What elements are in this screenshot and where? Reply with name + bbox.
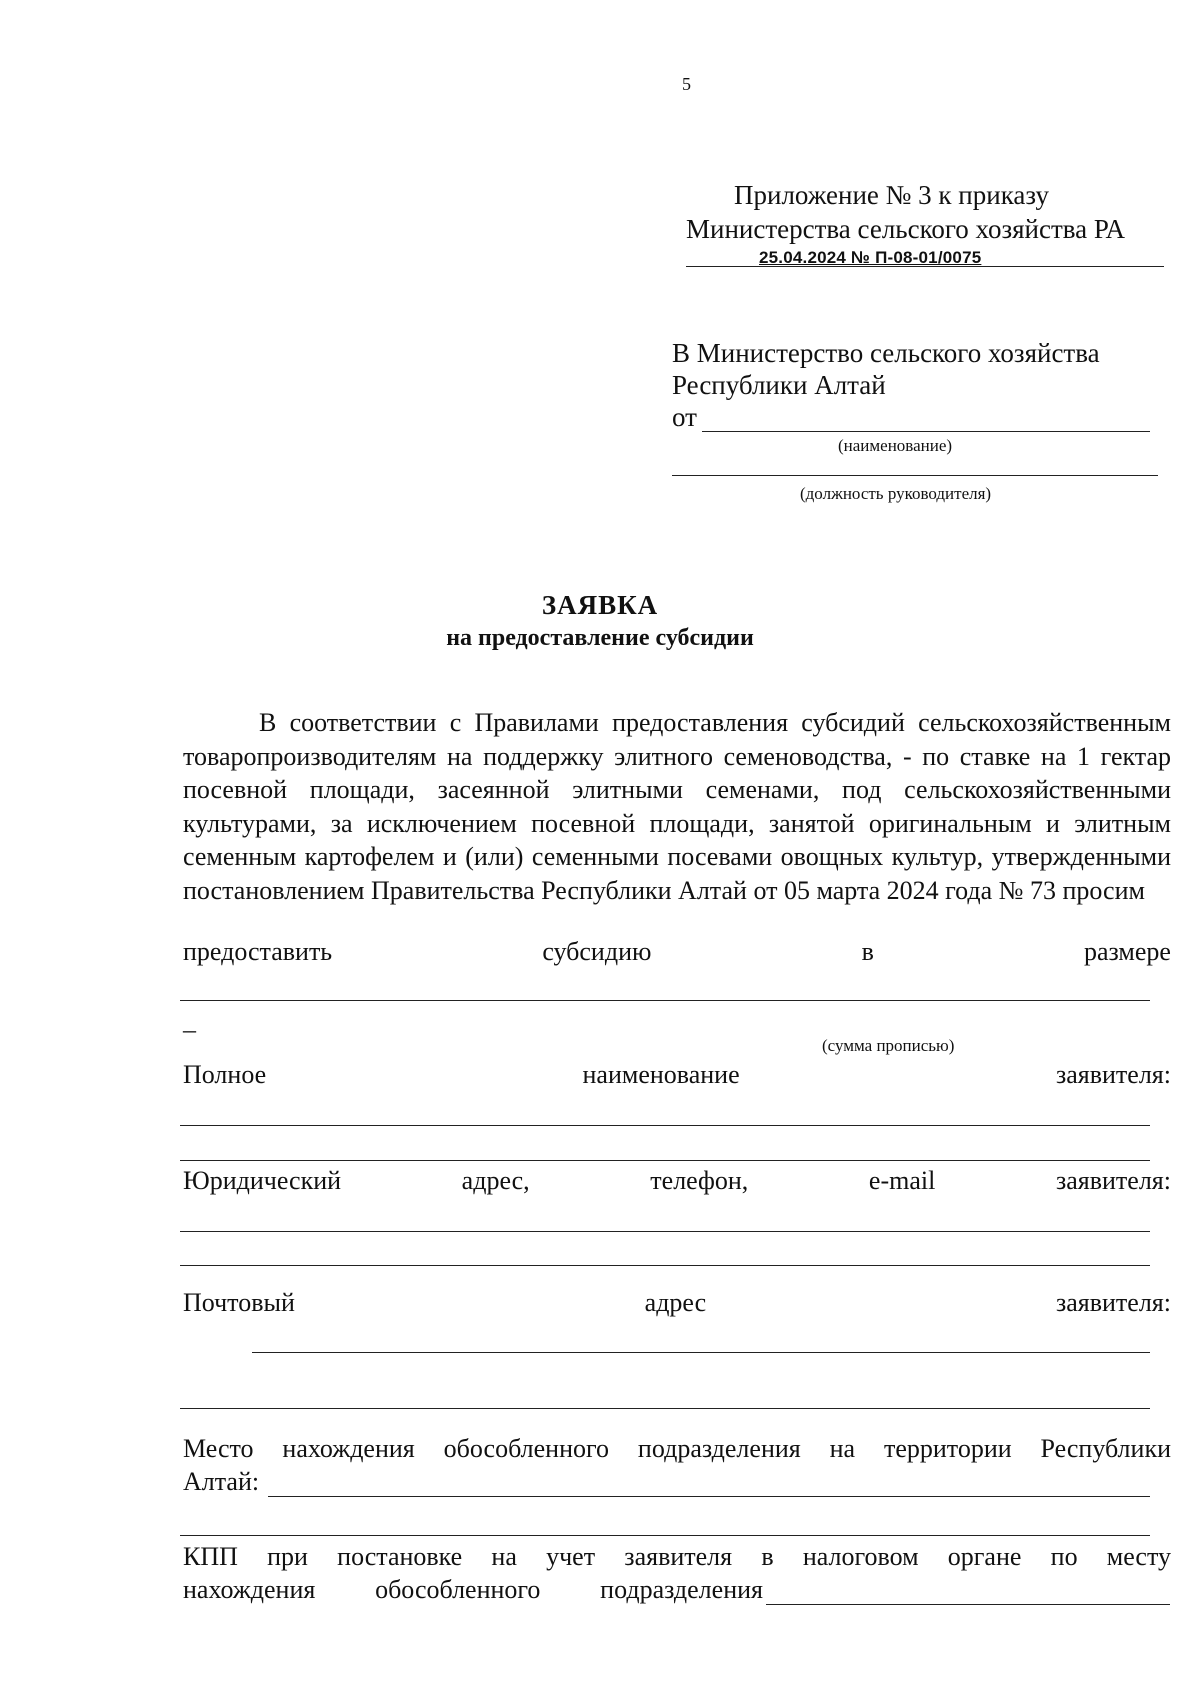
label-word: Почтовый <box>183 1288 295 1317</box>
word-provide: предоставить <box>183 937 333 966</box>
location-label: Место нахождения обособленного подразделения на территории Республики <box>183 1434 1171 1463</box>
label-word: адрес <box>644 1288 707 1317</box>
position-input-line[interactable] <box>672 475 1158 476</box>
from-label: от <box>672 402 697 432</box>
addressee-line-2: Республики Алтай <box>672 370 886 400</box>
caption-sum: (сумма прописью) <box>822 1036 955 1055</box>
legal-address-input-line-2[interactable] <box>180 1265 1150 1266</box>
appendix-header <box>686 178 1156 246</box>
label-word: адрес, <box>461 1166 530 1195</box>
paragraph-last-line <box>183 937 1171 967</box>
kpp-label-line-2 <box>183 1575 763 1605</box>
main-paragraph: В соответствии с Правилами предоставления субсидий сельскохозяйственным товаропроизводителям на поддержку элитного семеноводства, - по ставке на 1 гектар посевной площади, засеянной элитными семенами, под сельскохозяйственными культурами, за исключением посевной площади, занятой оригинальным и элитным семенным картофелем и (или) семенными посевами овощных культур, утвержденными постановлением Правительства Республики Алтай от 05 марта 2024 года № 73 просим <box>183 708 1171 905</box>
postal-address-input-line-1[interactable] <box>252 1352 1150 1353</box>
kpp-label-line-1: КПП при постановке на учет заявителя в налоговом органе по месту <box>183 1542 1171 1571</box>
full-name-input-line-1[interactable] <box>180 1125 1150 1126</box>
label-word: заявителя: <box>1055 1166 1171 1195</box>
field-full-name-label <box>183 1060 1171 1090</box>
label-word: телефон, <box>650 1166 749 1195</box>
label-word: обособленного <box>375 1575 541 1604</box>
location-input-line-2[interactable] <box>180 1535 1150 1536</box>
label-word: e-mail <box>868 1166 936 1195</box>
field-postal-address-label <box>183 1288 1171 1318</box>
appendix-line-1: Приложение № 3 к приказу <box>734 180 1049 210</box>
word-in: в <box>861 937 874 966</box>
document-subtitle: на предоставление субсидии <box>446 625 754 651</box>
name-input-line[interactable] <box>702 431 1150 432</box>
full-name-input-line-2[interactable] <box>180 1160 1150 1161</box>
legal-address-input-line-1[interactable] <box>180 1231 1150 1232</box>
location-label-end: Алтай: <box>183 1467 260 1496</box>
word-subsidy: субсидию <box>542 937 652 966</box>
document-title: ЗАЯВКА <box>541 590 659 620</box>
label-word: подразделения <box>600 1575 763 1604</box>
label-word: нахождения <box>183 1575 316 1604</box>
page-number: 5 <box>682 74 691 94</box>
label-word: заявителя: <box>1055 1288 1171 1317</box>
kpp-input-line[interactable] <box>766 1604 1170 1605</box>
addressee-block <box>672 337 1100 433</box>
label-word: наименование <box>582 1060 740 1089</box>
word-amount: размере <box>1083 937 1171 966</box>
location-input-line-1[interactable] <box>268 1496 1150 1497</box>
label-word: заявителя: <box>1055 1060 1171 1089</box>
caption-name: (наименование) <box>838 436 953 455</box>
label-word: Юридический <box>183 1166 342 1195</box>
postal-address-input-line-2[interactable] <box>180 1408 1150 1409</box>
dash: – <box>183 1015 196 1044</box>
field-legal-address-label <box>183 1166 1171 1196</box>
appendix-line-2: Министерства сельского хозяйства РА <box>686 214 1125 244</box>
caption-position: (должность руководителя) <box>800 484 992 503</box>
addressee-line-1: В Министерство сельского хозяйства <box>672 338 1100 368</box>
order-date-number: 25.04.2024 № П-08-01/0075 <box>759 248 982 267</box>
label-word: Полное <box>183 1060 267 1089</box>
sum-input-line[interactable] <box>180 1000 1150 1001</box>
